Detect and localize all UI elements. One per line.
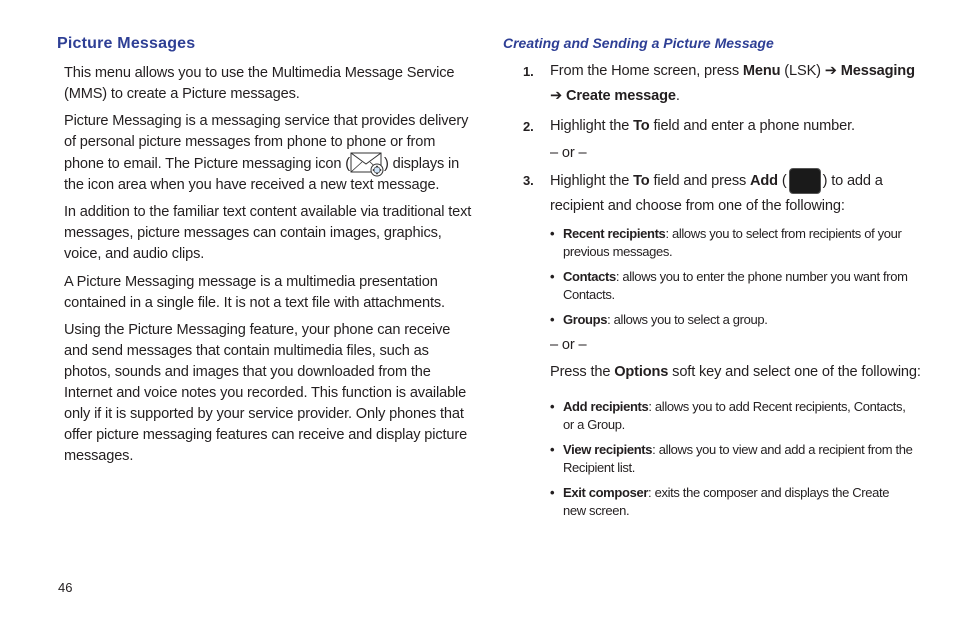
bullet-icon: • [550, 399, 555, 414]
section-title: Picture Messages [57, 35, 196, 52]
bullet-desc: : allows you to select a group. [607, 312, 768, 327]
step-number: 2. [523, 119, 534, 134]
or-separator: – or – [550, 145, 587, 161]
bullet-desc: : allows you to enter the phone number you want from Contacts. [563, 269, 908, 302]
bullet-term: View recipients [563, 442, 653, 457]
paragraph-content-types: In addition to the familiar text content available via traditional text messages, picture messages can contain images, graphics, voice, and audio clips. [64, 204, 472, 262]
paragraph-text: ) displays in the icon area when you have received a new text message. [64, 155, 460, 193]
bullet-icon: • [550, 442, 555, 457]
bullet-term: Add recipients [563, 399, 649, 414]
bullet-term: Recent recipients [563, 226, 666, 241]
paragraph-presentation: A Picture Messaging message is a multimedia presentation contained in a single file. It is not a text file with attachments. [64, 274, 445, 311]
bullet-icon: • [550, 485, 555, 500]
arrow-icon: ➔ [824, 63, 837, 79]
bullet-icon: • [550, 269, 555, 284]
page-number: 46 [58, 580, 73, 595]
add-key-icon [789, 168, 821, 194]
paragraph-text: Picture Messaging is a messaging service that provides delivery of personal picture messages from phone to phone or from phone to email. The Picture messaging icon ( [64, 113, 469, 172]
bullet-desc: : exits the composer and displays the Create new screen. [563, 485, 890, 518]
or-separator: – or – [550, 337, 587, 353]
bullet-desc: : allows you to select from recipients of your previous messages. [563, 226, 902, 259]
step-text: Highlight the To field and press Add ( ) to add a recipient and choose from one of the following: [550, 168, 925, 219]
bullet-icon: • [550, 226, 555, 241]
step-text: Highlight the To field and enter a phone number. [550, 118, 855, 134]
step-number: 1. [523, 64, 534, 79]
arrow-icon: ➔ [550, 88, 563, 104]
step-text: From the Home screen, press Menu (LSK) ➔ Messaging ➔ Create message. [550, 63, 915, 104]
step-number: 3. [523, 173, 534, 188]
bullet-term: Groups [563, 312, 608, 327]
bullet-desc: : allows you to add Recent recipients, Contacts, or a Group. [563, 399, 906, 432]
bullet-term: Contacts [563, 269, 616, 284]
bullet-desc: : allows you to view and add a recipient from the Recipient list. [563, 442, 913, 475]
paragraph-feature: Using the Picture Messaging feature, your phone can receive and send messages that contain multimedia files, such as photos, sounds and images that you downloaded from the Internet and voice notes you recorded. This function is available only if it is supported by your service provider. Only phones that offer picture messaging features can receive and display picture messages. [64, 322, 468, 464]
paragraph-picture-messaging [64, 111, 474, 196]
subsection-title: Creating and Sending a Picture Message [503, 35, 774, 51]
bullet-term: Exit composer [563, 485, 649, 500]
picture-message-icon [350, 153, 384, 175]
paragraph-intro: This menu allows you to use the Multimedia Message Service (MMS) to create a Picture messages. [64, 65, 455, 102]
options-instruction: Press the Options soft key and select one of the following: [550, 364, 921, 380]
bullet-icon: • [550, 312, 555, 327]
